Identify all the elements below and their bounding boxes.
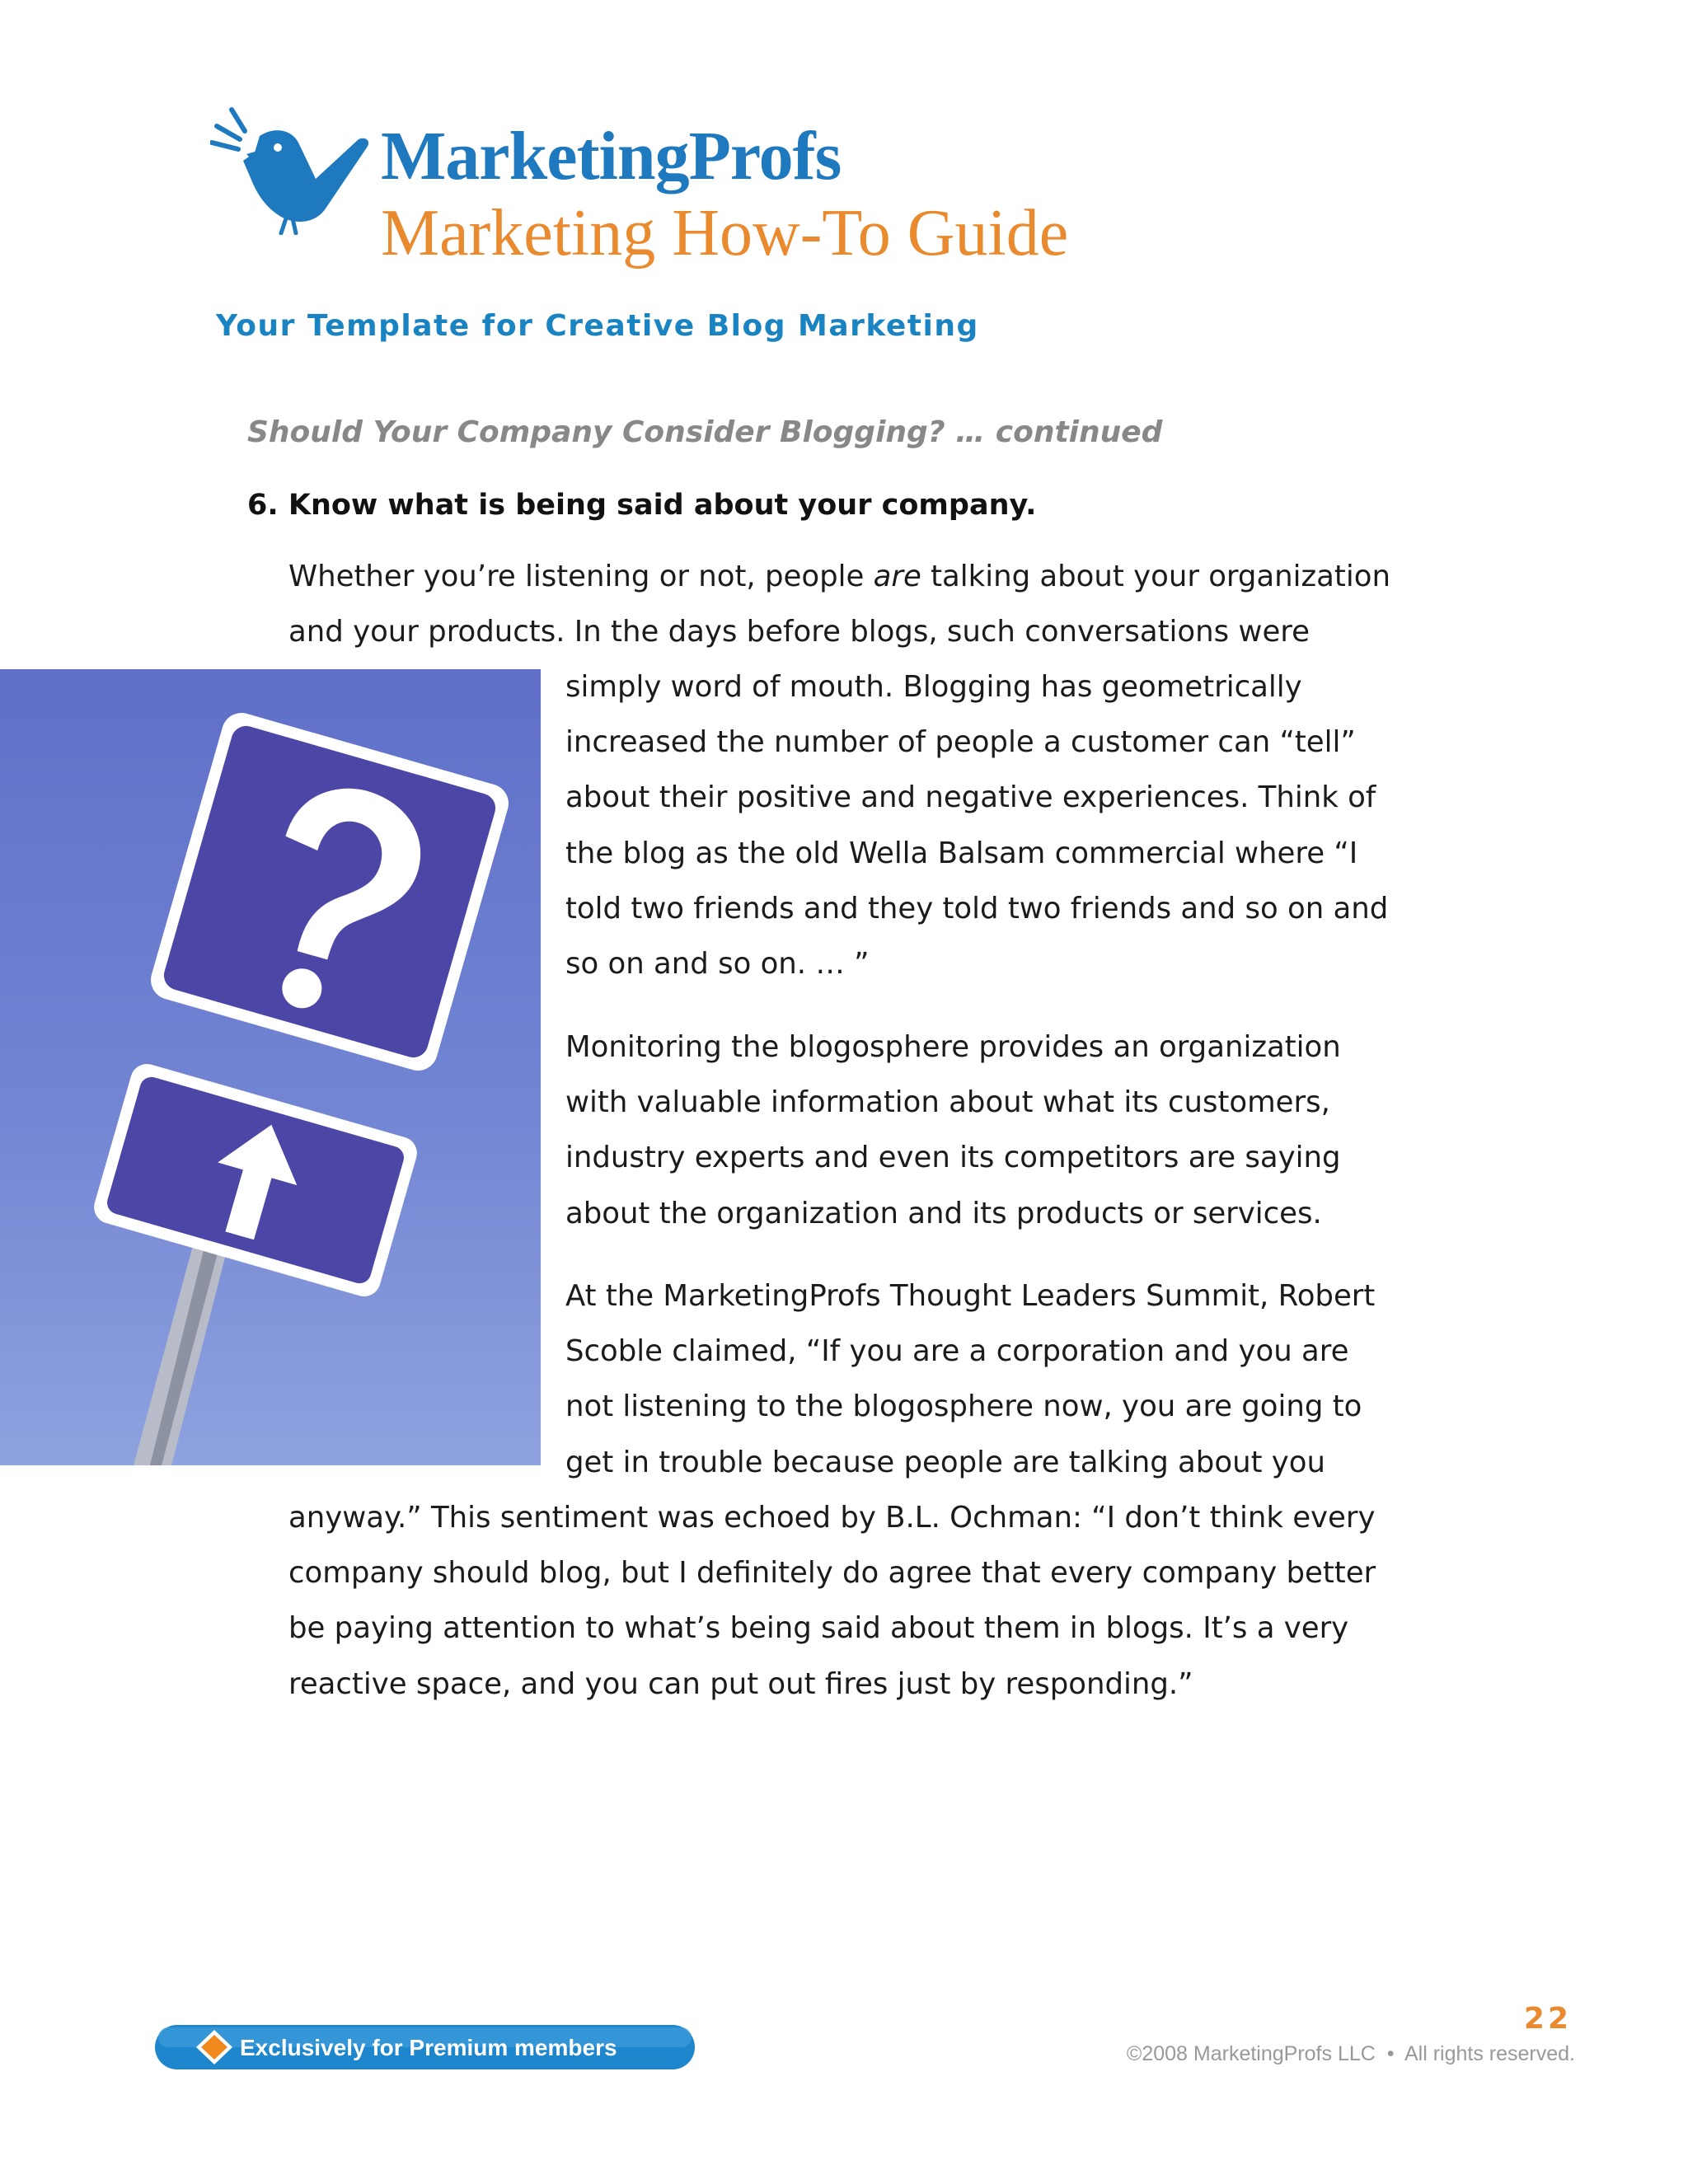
section-heading: Should Your Company Consider Blogging? … continued [247,415,1163,449]
premium-members-badge [155,2023,695,2071]
text-line: about the organization and its products or services. [565,1196,1322,1230]
bird-logo-icon [210,103,375,235]
text-line: At the MarketingProfs Thought Leaders Summit, Robert [565,1279,1376,1313]
document-title: Your Template for Creative Blog Marketing [216,309,979,343]
text-line: with valuable information about what its customers, [565,1085,1330,1120]
text-line: simply word of mouth. Blogging has geometrically [565,670,1302,704]
text-line: Monitoring the blogosphere provides an organization [565,1030,1341,1064]
text-line: told two friends and they told two friends and so on and [565,891,1389,926]
paragraph-1-wrapped [565,659,1388,991]
paragraph-3-wrapped [565,1268,1375,1490]
brand-name: MarketingProfs [381,118,842,194]
premium-label: Exclusively for Premium members [240,2035,617,2060]
text-line: not listening to the blogosphere now, you are going to [565,1390,1362,1424]
text-line: about their positive and negative experiences. Think of [565,780,1376,815]
text-line: Scoble claimed, “If you are a corporation and you are [565,1334,1349,1369]
text-line: so on and so on. … ” [565,947,870,982]
copyright-notice: ©2008 MarketingProfs LLC • All rights reserved. [1126,2042,1575,2065]
text-line: company should blog, but I definitely do agree that every company better [288,1556,1376,1591]
point-heading: 6. Know what is being said about your company. [247,489,1037,522]
guide-title: Marketing How-To Guide [381,197,1069,269]
paragraph-3-bottom [288,1490,1376,1712]
page-number: 22 [1523,2002,1572,2036]
text-line: get in trouble because people are talking about you [565,1445,1325,1479]
text-line: increased the number of people a customer can “tell” [565,725,1356,760]
text-line: Whether you’re listening or not, people are talking about your organization [288,560,1390,593]
text-line: industry experts and even its competitors are saying [565,1141,1341,1175]
text-line: anyway.” This sentiment was echoed by B.L. Ochman: “I don’t think every [288,1501,1376,1535]
text-line: the blog as the old Wella Balsam commercial where “I [565,836,1358,870]
paragraph-2 [565,1019,1341,1241]
paragraph-1-top [288,549,1390,659]
emphasis-are: are [873,560,921,593]
text-line: be paying attention to what’s being said about them in blogs. It’s a very [288,1611,1349,1646]
text-line: and your products. In the days before blogs, such conversations were [288,615,1310,649]
question-sign-image [0,669,541,1465]
text-line: reactive space, and you can put out fires just by responding.” [288,1666,1193,1701]
